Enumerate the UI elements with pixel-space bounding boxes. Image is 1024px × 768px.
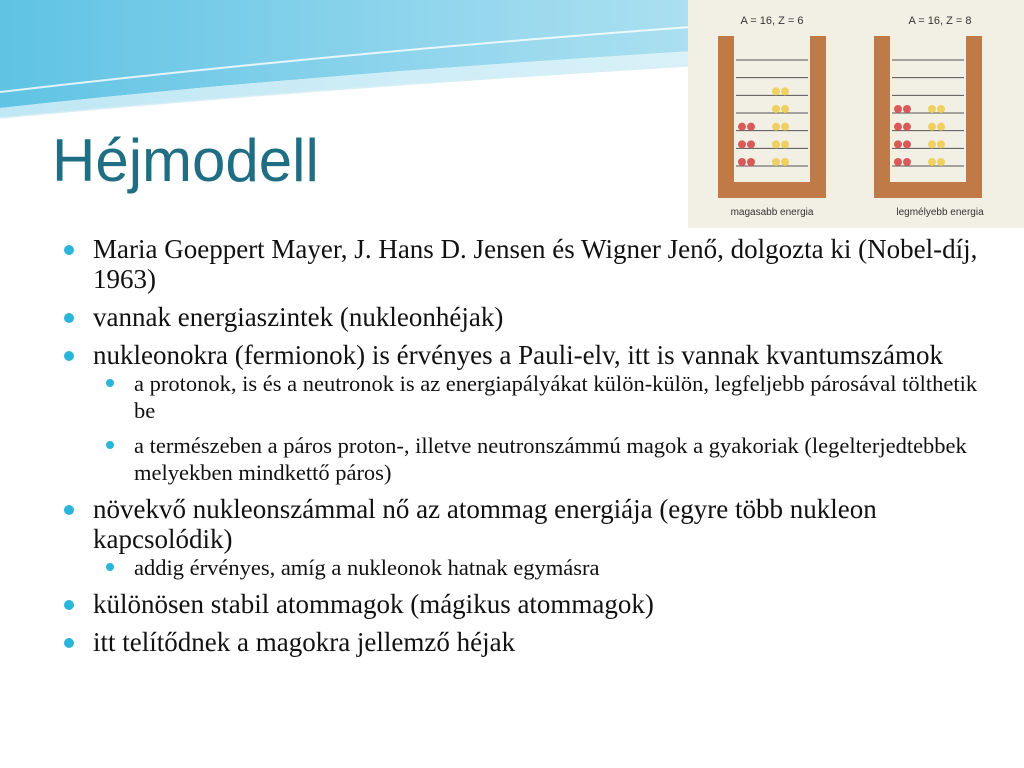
shell-model-figure bbox=[688, 0, 1024, 228]
left-well-wall-left bbox=[718, 36, 734, 198]
bullet-item bbox=[62, 494, 982, 581]
bullet-dot-icon bbox=[64, 351, 74, 361]
proton-dot bbox=[903, 105, 911, 113]
bullet-dot-icon bbox=[64, 313, 74, 323]
bullet-text: itt telítődnek a magokra jellemző héjak bbox=[93, 627, 516, 657]
proton-dot bbox=[894, 158, 902, 166]
proton-dot bbox=[747, 158, 755, 166]
neutron-dot bbox=[781, 140, 789, 148]
neutron-dot bbox=[937, 105, 945, 113]
neutron-dot bbox=[937, 158, 945, 166]
right-well-wall-right bbox=[966, 36, 982, 198]
proton-dot bbox=[738, 123, 746, 131]
neutron-dot bbox=[928, 105, 936, 113]
proton-dot bbox=[903, 140, 911, 148]
left-well-wall-right bbox=[810, 36, 826, 198]
bullet-text: nukleonokra (fermionok) is érvényes a Pauli-elv, itt is vannak kvantumszámok bbox=[93, 340, 944, 370]
neutron-dot bbox=[928, 140, 936, 148]
sub-bullet-dot-icon bbox=[106, 441, 114, 449]
neutron-dot bbox=[781, 105, 789, 113]
sub-bullet-dot-icon bbox=[106, 379, 114, 387]
page-title: Héjmodell bbox=[52, 127, 319, 194]
proton-dot bbox=[747, 140, 755, 148]
neutron-dot bbox=[937, 123, 945, 131]
sub-bullet-item bbox=[93, 432, 982, 486]
right-well-floor bbox=[874, 182, 982, 198]
proton-dot bbox=[738, 158, 746, 166]
bullet-text: különösen stabil atommagok (mágikus atommagok) bbox=[93, 589, 654, 619]
bullet-list bbox=[62, 234, 982, 657]
sub-bullet-dot-icon bbox=[106, 563, 114, 571]
proton-dot bbox=[894, 140, 902, 148]
right-panel-caption: legmélyebb energia bbox=[896, 207, 984, 218]
neutron-dot bbox=[928, 158, 936, 166]
proton-dot bbox=[903, 123, 911, 131]
neutron-dot bbox=[781, 87, 789, 95]
bullet-text: növekvő nukleonszámmal nő az atommag energiája (egyre több nukleon kapcsolódik) bbox=[93, 494, 877, 554]
neutron-dot bbox=[772, 140, 780, 148]
sub-bullet-text: a protonok, is és a neutronok is az energiapályákat külön-külön, legfeljebb párosával tölthetik be bbox=[134, 371, 978, 423]
bullet-item bbox=[62, 627, 982, 657]
neutron-dot bbox=[781, 158, 789, 166]
neutron-dot bbox=[928, 123, 936, 131]
bullet-item bbox=[62, 302, 982, 332]
proton-dot bbox=[903, 158, 911, 166]
bullet-dot-icon bbox=[64, 638, 74, 648]
right-well-wall-left bbox=[874, 36, 890, 198]
bullet-dot-icon bbox=[64, 245, 74, 255]
neutron-dot bbox=[772, 158, 780, 166]
right-energy-levels bbox=[892, 60, 964, 166]
proton-dot bbox=[738, 140, 746, 148]
proton-dot bbox=[747, 123, 755, 131]
bullet-dot-icon bbox=[64, 600, 74, 610]
bullet-dot-icon bbox=[64, 505, 74, 515]
bullet-text: vannak energiaszintek (nukleonhéjak) bbox=[93, 302, 504, 332]
left-panel-header: A = 16, Z = 6 bbox=[740, 15, 804, 27]
sub-bullet-list bbox=[93, 554, 982, 581]
left-well-floor bbox=[718, 182, 826, 198]
sub-bullet-item bbox=[93, 370, 982, 424]
sub-bullet-text: a természeben a páros proton-, illetve neutronszámmú magok a gyakoriak (legelterjedtebbek melyekben mindkettő páros) bbox=[134, 433, 967, 485]
sub-bullet-list bbox=[93, 370, 982, 486]
proton-dot bbox=[894, 105, 902, 113]
neutron-dot bbox=[772, 123, 780, 131]
left-panel-caption: magasabb energia bbox=[730, 207, 814, 218]
bullet-item bbox=[62, 340, 982, 486]
shell-model-diagram bbox=[688, 0, 1024, 228]
left-energy-levels bbox=[736, 60, 808, 166]
bullet-text: Maria Goeppert Mayer, J. Hans D. Jensen és Wigner Jenő, dolgozta ki (Nobel-díj, 1963) bbox=[93, 234, 978, 294]
neutron-dot bbox=[772, 87, 780, 95]
bullet-item bbox=[62, 234, 982, 294]
neutron-dot bbox=[772, 105, 780, 113]
sub-bullet-text: addig érvényes, amíg a nukleonok hatnak egymásra bbox=[134, 555, 600, 580]
proton-dot bbox=[894, 123, 902, 131]
sub-bullet-item bbox=[93, 554, 982, 581]
bullet-content bbox=[62, 234, 982, 665]
neutron-dot bbox=[937, 140, 945, 148]
bullet-item bbox=[62, 589, 982, 619]
neutron-dot bbox=[781, 123, 789, 131]
right-panel-header: A = 16, Z = 8 bbox=[908, 15, 972, 27]
